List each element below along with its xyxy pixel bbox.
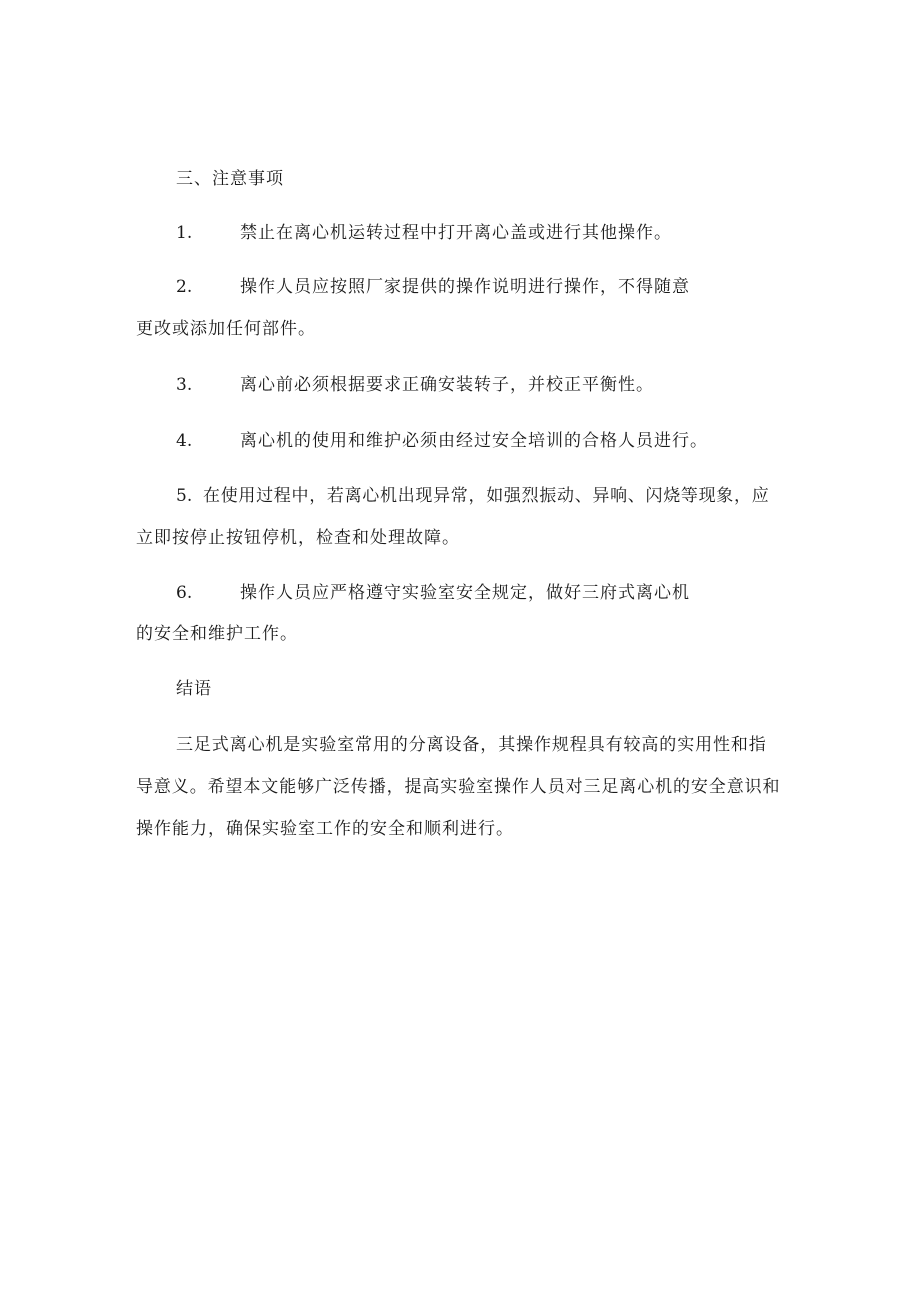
list-item-number: 5. [176, 486, 193, 506]
list-item-text: 操作人员应按照厂家提供的操作说明进行操作，不得随意 [240, 277, 690, 297]
list-item-number: 4. [176, 431, 193, 451]
conclusion-paragraph-line: 三足式离心机是实验室常用的分离设备，其操作规程具有较高的实用性和指 [176, 735, 767, 755]
conclusion-paragraph-line: 导意义。希望本文能够广泛传播，提高实验室操作人员对三足离心机的安全意识和 [136, 777, 781, 797]
list-item-text: 在使用过程中，若离心机出现异常，如强烈振动、异响、闪烧等现象，应 [203, 486, 770, 506]
conclusion-paragraph-line: 操作能力，确保实验室工作的安全和顺利进行。 [136, 819, 514, 839]
list-item-text: 离心机的使用和维护必须由经过安全培训的合格人员进行。 [240, 431, 708, 451]
list-item-continuation: 更改或添加任何部件。 [136, 319, 316, 339]
conclusion-heading: 结语 [176, 679, 212, 699]
list-item-number: 6. [176, 583, 193, 603]
section-heading: 三、注意事项 [176, 169, 284, 189]
list-item-continuation: 的安全和维护工作。 [136, 624, 298, 644]
list-item-text: 禁止在离心机运转过程中打开离心盖或进行其他操作。 [240, 223, 672, 243]
list-item-number: 1. [176, 223, 193, 243]
list-item-continuation: 立即按停止按钮停机，检查和处理故障。 [136, 528, 460, 548]
list-item-text: 离心前必须根据要求正确安装转子，并校正平衡性。 [240, 375, 654, 395]
list-item-number: 3. [176, 375, 193, 395]
list-item-text: 操作人员应严格遵守实验室安全规定，做好三府式离心机 [240, 583, 690, 603]
list-item-number: 2. [176, 277, 193, 297]
